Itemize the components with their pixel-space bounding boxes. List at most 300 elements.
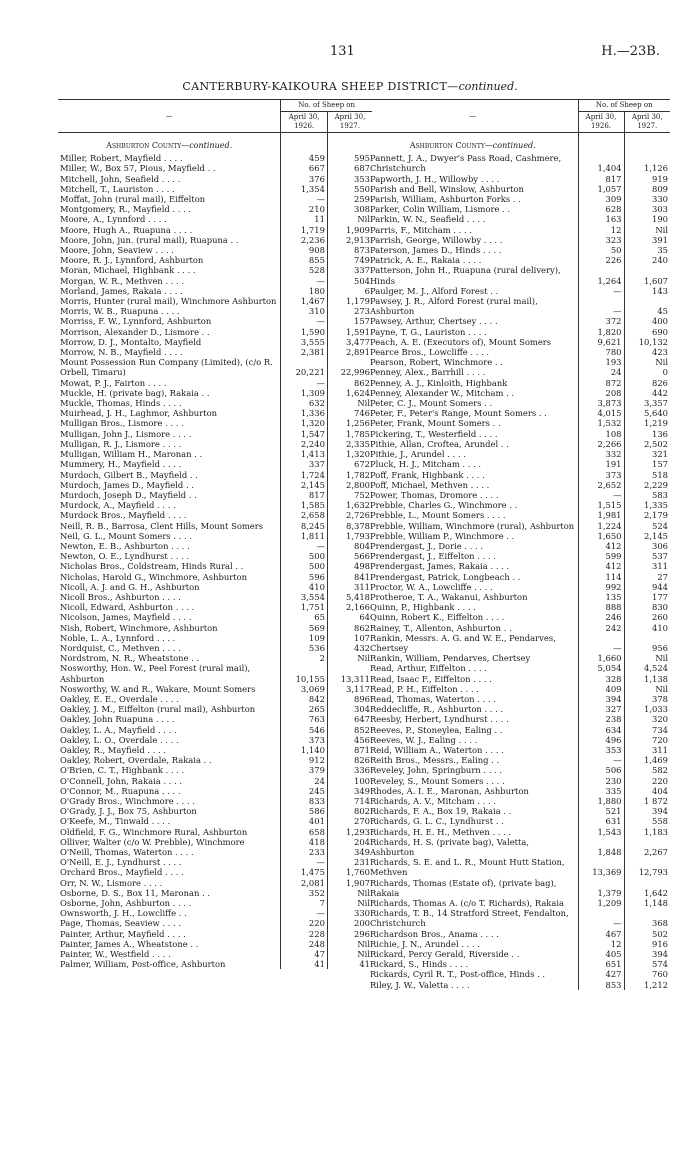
sheep-1927-cell: 944	[624, 582, 670, 592]
sheep-1926-cell: 327	[578, 704, 624, 714]
sheep-1926-cell: 1,224	[578, 521, 624, 531]
owner-name-cell: Painter, James A., Wheatstone . .	[60, 938, 199, 949]
sheep-1926-cell: 4,015	[578, 408, 624, 418]
sheep-1926-cell: 373	[281, 735, 328, 745]
owner-name-cell: O'Connell, John, Rakaia . . . .	[60, 775, 183, 786]
owner-name-cell: Reesby, Herbert, Lyndhurst . . . .	[370, 714, 509, 725]
sheep-1927-cell: 1,219	[624, 418, 670, 428]
sheep-1927-cell: 1,256	[327, 418, 372, 428]
sheep-1927-cell: 916	[624, 939, 670, 949]
sheep-1926-cell: 842	[281, 694, 328, 704]
table-row	[58, 255, 372, 265]
owner-name-cell: Moran, Michael, Highbank . . . .	[60, 265, 196, 276]
sheep-1927-cell: 524	[624, 521, 670, 531]
sheep-1927-cell: 550	[327, 184, 372, 194]
owner-name-cell: Moore, R. J., Lynnford, Ashburton	[60, 255, 204, 266]
sheep-1927-cell: 259	[327, 194, 372, 204]
owner-name-cell: Patrick, A. E., Rakaia . . . .	[370, 255, 482, 266]
table-row	[368, 347, 670, 357]
table-row	[368, 510, 670, 520]
sheep-1927-cell: 1,785	[327, 429, 372, 439]
table-row	[58, 592, 372, 602]
table-row	[58, 184, 372, 194]
owner-name-cell: Prendergast, J., Eiffelton . . . .	[370, 551, 496, 562]
table-row	[58, 174, 372, 184]
sheep-1927-cell: 1,212	[624, 980, 670, 990]
sheep-1926-cell: 569	[281, 623, 328, 633]
sheep-1927-cell: 896	[327, 694, 372, 704]
owner-name-cell: Pluck, H. J., Mitcham . . . .	[370, 459, 482, 470]
sheep-1926-cell: 246	[578, 612, 624, 622]
owner-name-cell: Paterson, James D., Hinds . . . .	[370, 245, 502, 256]
sheep-1927-cell: 45	[624, 296, 670, 316]
sheep-1927-cell: 3,357	[624, 398, 670, 408]
table-row	[368, 531, 670, 541]
sheep-1927-cell: Nil	[624, 225, 670, 235]
table-row	[368, 827, 670, 837]
sheep-1927-cell: Nil	[327, 898, 372, 908]
table-row	[368, 296, 670, 316]
table-row	[58, 602, 372, 612]
owner-name-cell: Reeves, P., Stoneylea, Ealing . .	[370, 724, 503, 735]
sheep-1926-cell: 1,404	[578, 153, 624, 173]
table-row	[368, 265, 670, 285]
owner-name-cell: Pickering, T., Westerfield . . . .	[370, 428, 498, 439]
sheep-1927-cell: 240	[624, 255, 670, 265]
sheep-1926-cell: 1,751	[281, 602, 328, 612]
sheep-1926-cell: —	[578, 296, 624, 316]
owner-name-cell: Nicholas, Harold G., Winchmore, Ashburton	[60, 571, 248, 582]
owner-name-cell: Read, Arthur, Eiffelton . . . .	[370, 663, 488, 674]
sheep-1927-cell: 107	[327, 633, 372, 643]
sheep-1926-cell: 1,320	[281, 418, 328, 428]
table-row	[368, 204, 670, 214]
owner-name-cell: Poff, Frank, Highbank . . . .	[370, 469, 485, 480]
table-row	[368, 541, 670, 551]
owner-name-cell: Nicoll, Edward, Ashburton . . . .	[60, 602, 195, 613]
sheep-1927-cell: 10,132	[624, 337, 670, 347]
table-row	[58, 225, 372, 235]
owner-name-cell: Richards, Thomas (Estate of), (private bag), Rakaia	[370, 877, 557, 898]
sheep-1926-cell: 2,145	[281, 480, 328, 490]
owner-name-cell: Peter, F., Peter's Range, Mount Somers . .	[370, 408, 547, 419]
table-row	[368, 255, 670, 265]
sheep-1926-cell: 2,266	[578, 439, 624, 449]
table-row	[368, 184, 670, 194]
table-row	[368, 806, 670, 816]
sheep-1926-cell: 763	[281, 714, 328, 724]
owner-name-cell: Read, Isaac F., Eiffelton . . . .	[370, 673, 492, 684]
sheep-1927-cell: 304	[327, 704, 372, 714]
owner-name-cell: Morrow, D. J., Montalto, Mayfield	[60, 336, 202, 347]
sheep-1926-cell: 2,652	[578, 480, 624, 490]
sheep-1926-cell: 265	[281, 704, 328, 714]
sheep-1926-cell: 632	[281, 398, 328, 408]
table-row	[368, 480, 670, 490]
sheep-1926-cell: 1,209	[578, 898, 624, 908]
sheep-1926-cell: 9,621	[578, 337, 624, 347]
owner-name-cell: Mulligan, R. J., Lismore . . . .	[60, 438, 182, 449]
sheep-1926-cell: 459	[281, 153, 328, 163]
sheep-1927-cell: 2,913	[327, 235, 372, 245]
owner-name-cell: Oakley, R., Mayfield . . . .	[60, 744, 166, 755]
sheep-1927-cell: 337	[327, 265, 372, 275]
table-row	[368, 745, 670, 755]
table-row	[368, 623, 670, 633]
table-row	[58, 796, 372, 806]
sheep-1927-cell: 582	[624, 765, 670, 775]
sheep-1926-cell: 372	[578, 316, 624, 326]
table-row	[58, 918, 372, 928]
sheep-1927-cell: 647	[327, 714, 372, 724]
sheep-1927-cell: 349	[327, 786, 372, 796]
sheep-1926-cell: 888	[578, 602, 624, 612]
table-row	[368, 898, 670, 908]
sheep-1926-cell: 1,848	[578, 837, 624, 857]
sheep-1926-cell: 3,069	[281, 684, 328, 694]
sheep-1926-cell: 1,543	[578, 827, 624, 837]
table-row	[368, 521, 670, 531]
table-row	[58, 653, 372, 663]
sheep-1927-cell: 303	[624, 204, 670, 214]
table-row	[58, 837, 372, 847]
sheep-1926-cell: 109	[281, 633, 328, 643]
sheep-1926-cell: 20,221	[281, 357, 328, 377]
owner-name-cell: Oakley, John Ruapuna . . . .	[60, 714, 175, 725]
year-1927-header: April 30, 1927.	[624, 112, 670, 133]
owner-name-cell: Rhodes, A. I. E., Maronan, Ashburton	[370, 785, 529, 796]
owner-name-cell: Olliver, Walter (c/o W. Prebble), Winchmore	[60, 836, 245, 847]
sheep-1926-cell: 47	[281, 949, 328, 959]
table-row	[58, 439, 372, 449]
sheep-1927-cell: 311	[327, 582, 372, 592]
sheep-1927-cell: 349	[327, 847, 372, 857]
sheep-1926-cell: 628	[578, 204, 624, 214]
sheep-1926-cell: 536	[281, 643, 328, 653]
sheep-1926-cell: 65	[281, 612, 328, 622]
sheep-1926-cell: 833	[281, 796, 328, 806]
owner-name-cell: Nordstrom, N. R., Wheatstone . .	[60, 653, 200, 664]
table-row	[58, 327, 372, 337]
owner-name-cell: Parish, William, Ashburton Forks . .	[370, 194, 521, 205]
table-row	[58, 163, 372, 173]
sheep-1926-cell: 233	[281, 847, 328, 857]
owner-name-cell: Murdoch, James D., Mayfield . .	[60, 479, 194, 490]
table-row	[368, 388, 670, 398]
sheep-1926-cell: 2,658	[281, 510, 328, 520]
table-row	[58, 857, 372, 867]
owner-name-cell: Payne, T. G., Lauriston . . . .	[370, 326, 487, 337]
owner-name-cell: Rainey, T., Allenton, Ashburton . .	[370, 622, 512, 633]
owner-name-cell: Neil, G. L., Mount Somers . . . .	[60, 530, 192, 541]
table-row	[58, 194, 372, 204]
sheep-1926-cell: 12	[578, 939, 624, 949]
section-heading: Ashburton County—continued.	[106, 141, 233, 150]
sheep-1926-cell: 352	[281, 888, 328, 898]
owner-name-cell: Noble, L. A., Lynnford . . . .	[60, 632, 176, 643]
owner-name-cell: Prendergast, J., Dorie . . . .	[370, 540, 484, 551]
table-row	[58, 245, 372, 255]
table-row	[58, 949, 372, 959]
owner-name-cell: Mitchell, John, Seafield . . . .	[60, 173, 181, 184]
owner-name-cell: Nordquist, C., Methven . . . .	[60, 642, 181, 653]
owner-name-cell: Murdock Bros., Mayfield . . . .	[60, 510, 187, 521]
table-row	[58, 939, 372, 949]
sheep-1926-cell: 323	[578, 235, 624, 245]
table-row	[368, 939, 670, 949]
table-row	[368, 286, 670, 296]
owner-name-cell: Newton, E. B., Ashburton . . . .	[60, 540, 190, 551]
owner-name-cell: Muckle, Thomas, Hinds . . . .	[60, 398, 182, 409]
year-1927-header: April 30, 1927.	[327, 112, 372, 133]
section-heading: Ashburton County—continued.	[409, 141, 536, 150]
owner-name-cell: Morrow, N. B., Mayfield . . . .	[60, 347, 183, 358]
sheep-1926-cell: 427	[578, 969, 624, 979]
sheep-1926-cell: 230	[578, 776, 624, 786]
sheep-1927-cell: 394	[624, 806, 670, 816]
table-row	[368, 704, 670, 714]
sheep-1926-cell: —	[578, 755, 624, 765]
sheep-1927-cell: 5,640	[624, 408, 670, 418]
sheep-1926-cell: 328	[578, 674, 624, 684]
table-row	[368, 561, 670, 571]
owner-name-cell: Penney, Alexander W., Mitcham . .	[370, 387, 515, 398]
sheep-1926-cell: 332	[578, 449, 624, 459]
sheep-1927-cell: 260	[624, 612, 670, 622]
table-row	[368, 572, 670, 582]
table-row	[58, 786, 372, 796]
table-row	[368, 470, 670, 480]
sheep-1926-cell: 8,245	[281, 521, 328, 531]
owner-name-cell: Oakley, L. O., Overdale . . . .	[60, 734, 179, 745]
sheep-1926-cell: 337	[281, 459, 328, 469]
sheep-1927-cell: 330	[624, 194, 670, 204]
owner-name-cell: Reveley, John, Springburn . . . .	[370, 765, 503, 776]
table-row	[58, 623, 372, 633]
sheep-1927-cell: 687	[327, 163, 372, 173]
sheep-1926-cell: 394	[578, 694, 624, 704]
page-title	[0, 80, 700, 93]
sheep-1927-cell: 1,782	[327, 470, 372, 480]
owner-name-cell: Mulligan, William H., Maronan . .	[60, 449, 203, 460]
sheep-1926-cell: 1,309	[281, 388, 328, 398]
table-row	[58, 337, 372, 347]
sheep-1927-cell: 558	[624, 816, 670, 826]
owner-name-cell: Osborne, John, Ashburton . . . .	[60, 898, 192, 909]
table-row	[58, 816, 372, 826]
owner-name-cell: Reid, William A., Waterton . . . .	[370, 744, 504, 755]
sheep-1927-cell: Nil	[327, 939, 372, 949]
sheep-1926-cell: 992	[578, 582, 624, 592]
section-heading-row	[58, 133, 372, 154]
sheep-1927-cell: 400	[624, 316, 670, 326]
sheep-1927-cell: 566	[327, 551, 372, 561]
sheep-1926-cell: 210	[281, 204, 328, 214]
owner-name-cell: Mulligan, John J., Lismore . . . .	[60, 428, 192, 439]
sheep-1926-cell: 500	[281, 551, 328, 561]
sheep-1927-cell: 1 872	[624, 796, 670, 806]
table-row	[58, 827, 372, 837]
owner-name-cell: Nosworthy, Hon. W., Peel Forest (rural mail), Ashburton	[60, 663, 251, 684]
sheep-1927-cell: 802	[327, 806, 372, 816]
sheep-1927-cell: 919	[624, 174, 670, 184]
table-row	[58, 398, 372, 408]
table-row	[368, 357, 670, 367]
owner-name-cell: Prebble, L., Mount Somers . . . .	[370, 510, 506, 521]
sheep-1926-cell: 242	[578, 623, 624, 633]
table-row	[368, 449, 670, 459]
sheep-1927-cell: 1,183	[624, 827, 670, 837]
sheep-1927-cell: 1,760	[327, 867, 372, 877]
table-row	[368, 582, 670, 592]
table-row	[58, 663, 372, 683]
sheep-1927-cell: 1,909	[327, 225, 372, 235]
sheep-1926-cell: 309	[578, 194, 624, 204]
owner-name-cell: Neill, R. B., Barrosa, Clent Hills, Mount Somers	[60, 520, 264, 531]
sheep-1926-cell: —	[578, 286, 624, 296]
sheep-1926-cell: 228	[281, 929, 328, 939]
owner-name-cell: Muckle, H. (private bag), Rakaia . .	[60, 387, 210, 398]
sheep-1926-cell: —	[578, 490, 624, 500]
table-row	[58, 276, 372, 286]
owner-name-cell: O'Neill, Thomas, Waterton . . . .	[60, 847, 194, 858]
owner-name-cell: Moore, John, Seaview . . . .	[60, 245, 174, 256]
section-heading-row	[368, 133, 670, 154]
sheep-1927-cell: 353	[327, 174, 372, 184]
owner-name-cell: Orchard Bros., Mayfield . . . .	[60, 867, 184, 878]
owner-name-cell: Morgan, W. R., Methven . . . .	[60, 275, 185, 286]
table-row	[58, 418, 372, 428]
sheep-1926-cell: 1,547	[281, 429, 328, 439]
document-reference: H.—23B.	[601, 44, 660, 59]
owner-name-cell: Richards, H. E. H., Methven . . . .	[370, 826, 512, 837]
sheep-1927-cell: 391	[624, 235, 670, 245]
table-row	[58, 847, 372, 857]
owner-name-cell: Richards, G. L. C., Lyndhurst . .	[370, 816, 504, 827]
table-row	[58, 531, 372, 541]
sheep-1926-cell: 1,650	[578, 531, 624, 541]
owner-name-cell: Nicholas Bros., Coldstream, Hinds Rural . .	[60, 561, 244, 572]
sheep-1927-cell: 1,591	[327, 327, 372, 337]
table-row	[58, 745, 372, 755]
sheep-1926-cell: 855	[281, 255, 328, 265]
table-row	[58, 286, 372, 296]
sheep-1927-cell: 518	[624, 470, 670, 480]
sheep-1926-cell: 528	[281, 265, 328, 275]
owner-name-cell: O'Connor, M., Ruapuna . . . .	[60, 785, 181, 796]
owner-name-cell: Page, Thomas, Seaview . . . .	[60, 918, 181, 929]
owner-name-cell: Moore, John, jun. (rural mail), Ruapuna . .	[60, 234, 239, 245]
owner-name-cell: Oakley, Robert, Overdale, Rakaia . .	[60, 755, 212, 766]
owner-name-cell: Osborne, D. S., Box 11, Maronan . .	[60, 887, 211, 898]
year-1926-header: April 30, 1926.	[281, 112, 328, 133]
table-row	[58, 204, 372, 214]
sheep-1927-cell: 1,624	[327, 388, 372, 398]
sheep-1926-cell: 1,264	[578, 265, 624, 285]
sheep-1926-cell: 409	[578, 684, 624, 694]
sheep-1926-cell: —	[281, 276, 328, 286]
sheep-1927-cell: 2,267	[624, 837, 670, 857]
sheep-1927-cell: 8,378	[327, 521, 372, 531]
sheep-1926-cell: 412	[578, 561, 624, 571]
sheep-1926-cell: —	[281, 194, 328, 204]
sheep-1926-cell: 912	[281, 755, 328, 765]
sheep-1927-cell: 862	[327, 378, 372, 388]
owner-name-cell: Parker, Colin William, Lismore . .	[370, 204, 511, 215]
owner-name-cell: Moore, A., Lynnford . . . .	[60, 214, 167, 225]
sheep-1927-cell: 2,502	[624, 439, 670, 449]
table-row	[368, 490, 670, 500]
table-row	[368, 398, 670, 408]
owner-name-cell: Poff, Michael, Methven . . . .	[370, 479, 490, 490]
sheep-1926-cell: 2,081	[281, 878, 328, 888]
sheep-1927-cell: 752	[327, 490, 372, 500]
owner-name-cell: Power, Thomas, Dromore . . . .	[370, 489, 499, 500]
page-number: 131	[330, 44, 355, 59]
sheep-1927-cell: 690	[624, 327, 670, 337]
sheep-1927-cell: 311	[624, 561, 670, 571]
sheep-1927-cell: Nil	[327, 398, 372, 408]
owner-name-cell: Prendergast, Patrick, Longbeach . .	[370, 571, 521, 582]
sheep-1926-cell: 238	[578, 714, 624, 724]
sheep-1927-cell: 330	[327, 908, 372, 918]
sheep-1926-cell: 180	[281, 286, 328, 296]
sheep-1927-cell: 574	[624, 959, 670, 969]
sheep-1926-cell: 651	[578, 959, 624, 969]
owner-name-cell: Paulger, M. J., Alford Forest . .	[370, 285, 499, 296]
sheep-1926-cell: 1,057	[578, 184, 624, 194]
table-row	[368, 908, 670, 928]
sheep-1926-cell: 245	[281, 786, 328, 796]
owner-name-cell: Rickards, Cyril R. T., Post-office, Hinds . .	[370, 969, 546, 980]
table-row	[368, 796, 670, 806]
sheep-1926-cell: 1,585	[281, 500, 328, 510]
sheep-1926-cell: 1,590	[281, 327, 328, 337]
table-row	[58, 459, 372, 469]
table-row	[368, 225, 670, 235]
owner-name-cell: Richards, F. A., Box 19, Rakaia . .	[370, 806, 512, 817]
table-row	[368, 674, 670, 684]
sheep-1927-cell: 504	[327, 276, 372, 286]
table-row	[58, 357, 372, 377]
table-row	[58, 378, 372, 388]
sheep-1926-cell: —	[578, 633, 624, 653]
table-row	[368, 174, 670, 184]
table-row	[58, 429, 372, 439]
sheep-1926-cell: 1,379	[578, 878, 624, 898]
sheep-1927-cell: 64	[327, 612, 372, 622]
sheep-1926-cell: 379	[281, 765, 328, 775]
sheep-1927-cell: 378	[624, 694, 670, 704]
table-row	[368, 878, 670, 898]
sheep-1927-cell: 270	[327, 816, 372, 826]
sheep-1927-cell: 871	[327, 745, 372, 755]
table-row	[58, 500, 372, 510]
owner-name-cell: Mulligan Bros., Lismore . . . .	[60, 418, 184, 429]
owner-name-cell: Pawsey, Arthur, Chertsey . . . .	[370, 316, 498, 327]
table-row	[368, 500, 670, 510]
sheep-1926-cell: 108	[578, 429, 624, 439]
table-row	[368, 235, 670, 245]
table-row	[58, 480, 372, 490]
sheep-1927-cell: 4,524	[624, 663, 670, 673]
sheep-1926-cell: —	[281, 857, 328, 867]
owner-name-cell: Nicolson, James, Mayfield . . . .	[60, 612, 192, 623]
left-column	[58, 99, 372, 969]
owner-name-cell: Parkin, W. N., Seafield . . . .	[370, 214, 486, 225]
sheep-1926-cell: 2	[281, 653, 328, 663]
sheep-1927-cell: 2,179	[624, 510, 670, 520]
